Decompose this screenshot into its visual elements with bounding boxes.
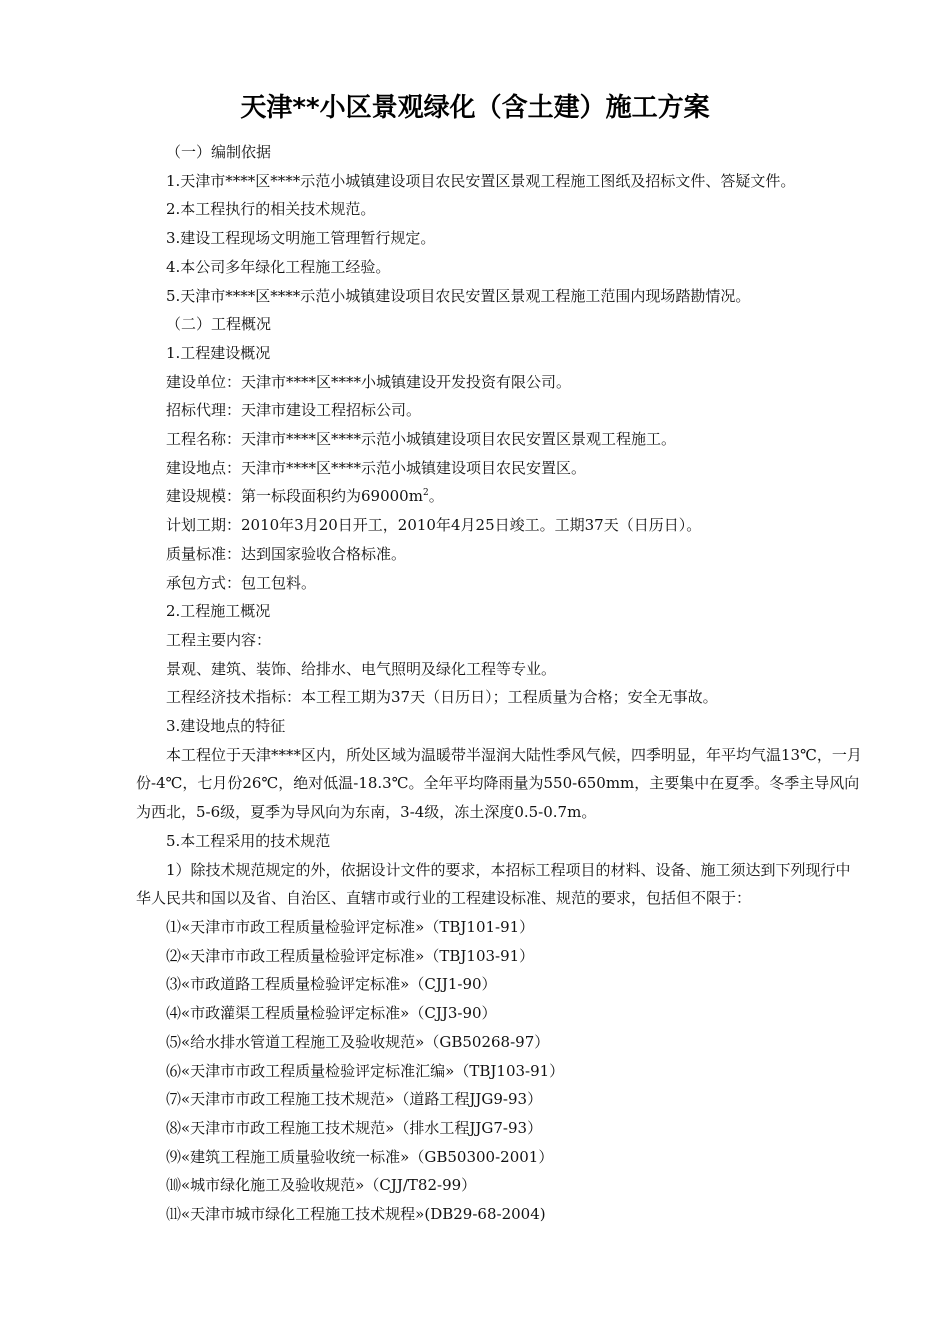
scale-text: 建设规模：第一标段面积约为69000m: [166, 487, 423, 506]
document-title: 天津**小区景观绿化（含土建）施工方案: [240, 93, 710, 123]
basis-item: 3.建设工程现场文明施工管理暂行规定。: [166, 229, 436, 248]
overview-item: 建设地点：天津市****区****示范小城镇建设项目农民安置区。: [166, 458, 587, 477]
subsection-heading: 1.工程建设概况: [166, 343, 271, 362]
basis-item: 1.天津市****区****示范小城镇建设项目农民安置区景观工程施工图纸及招标文件、答疑文件。: [166, 171, 796, 190]
standard-item: ⑾«天津市城市绿化工程施工技术规程»(DB29-68-2004): [166, 1205, 546, 1224]
overview-item: 承包方式：包工包料。: [166, 573, 317, 592]
standard-item: ⑽«城市绿化施工及验收规范»（CJJ/T82-99）: [166, 1176, 477, 1195]
subsection-heading: 5.本工程采用的技术规范: [166, 831, 331, 850]
site-paragraph: 本工程位于天津****区内，所处区域为温暖带半湿润大陆性季风气候，四季明显，年平均气温13℃，一月份-4℃，七月份26℃，绝对低温-18.3℃。全年平均降雨量为550-650mm，主要集中在夏季。冬季主导风向为西北，5-6级，夏季为导风向为东南，3-4级，冻土深度0.5-0.7m。: [136, 745, 862, 822]
scale-end: 。: [428, 487, 444, 506]
overview-item: 质量标准：达到国家验收合格标准。: [166, 544, 407, 563]
standard-item: ⑷«市政灌渠工程质量检验评定标准»（CJJ3-90）: [166, 1004, 497, 1023]
overview-item: 工程名称：天津市****区****示范小城镇建设项目农民安置区景观工程施工。: [166, 430, 677, 449]
construction-item: 工程主要内容：: [166, 630, 272, 649]
standard-item: ⑶«市政道路工程质量检验评定标准»（CJJ1-90）: [166, 975, 497, 994]
section-heading-basis: （一）编制依据: [166, 143, 272, 161]
standard-item: ⑴«天津市市政工程质量检验评定标准»（TBJ101-91）: [166, 917, 535, 936]
basis-item: 2.本工程执行的相关技术规范。: [166, 200, 376, 219]
standard-item: ⑵«天津市市政工程质量检验评定标准»（TBJ103-91）: [166, 946, 535, 965]
overview-item-scale: [136, 482, 862, 511]
standard-item: ⑻«天津市市政工程施工技术规范»（排水工程JJG7-93）: [166, 1118, 543, 1137]
basis-item: 4.本公司多年绿化工程施工经验。: [166, 257, 391, 276]
standard-item: ⑸«给水排水管道工程施工及验收规范»（GB50268-97）: [166, 1032, 550, 1051]
scale-superscript: 2: [422, 488, 429, 499]
overview-item: 计划工期：2010年3月20日开工，2010年4月25日竣工。工期37天（日历日）。: [166, 516, 702, 535]
basis-item: 5.天津市****区****示范小城镇建设项目农民安置区景观工程施工范围内现场踏勘情况。: [166, 286, 751, 305]
overview-item: 建设单位：天津市****区****小城镇建设开发投资有限公司。: [166, 372, 572, 391]
section-heading-overview: （二）工程概况: [166, 315, 272, 334]
document-body: [136, 138, 862, 1229]
tech-paragraph: 1）除技术规范规定的外，依据设计文件的要求，本招标工程项目的材料、设备、施工须达到下列现行中华人民共和国以及省、自治区、直辖市或行业的工程建设标准、规范的要求，包括但不限于：: [136, 860, 851, 908]
construction-item: 工程经济技术指标：本工程工期为37天（日历日）；工程质量为合格；安全无事故。: [166, 688, 718, 707]
standard-item: ⑼«建筑工程施工质量验收统一标准»（GB50300-2001）: [166, 1147, 554, 1166]
construction-item: 景观、建筑、装饰、给排水、电气照明及绿化工程等专业。: [166, 659, 557, 678]
standard-item: ⑹«天津市市政工程质量检验评定标准汇编»（TBJ103-91）: [166, 1061, 565, 1080]
standard-item: ⑺«天津市市政工程施工技术规范»（道路工程JJG9-93）: [166, 1090, 543, 1109]
subsection-heading: 2.工程施工概况: [166, 602, 271, 621]
overview-item: 招标代理：天津市建设工程招标公司。: [166, 401, 422, 420]
subsection-heading: 3.建设地点的特征: [166, 717, 286, 736]
